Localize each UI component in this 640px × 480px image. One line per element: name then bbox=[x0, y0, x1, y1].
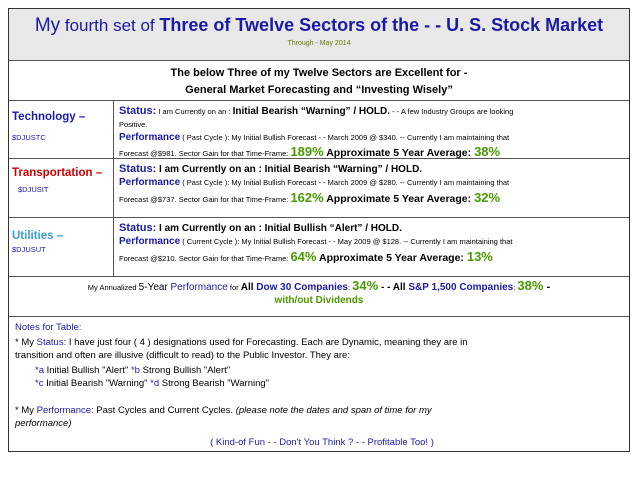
sector-label-cell bbox=[9, 159, 114, 217]
sector-label-cell bbox=[9, 218, 114, 276]
summary-performance: Performance bbox=[170, 282, 228, 293]
title-main: Three of Twelve Sectors of the - - U. S. Stock Market bbox=[159, 15, 604, 35]
sector-details-cell bbox=[115, 159, 629, 217]
notes-header: Notes for Table: bbox=[15, 322, 82, 333]
notes-performance-text: Past Cycles and Current Cycles. bbox=[93, 405, 236, 416]
table-frame bbox=[8, 8, 630, 452]
forecast-text: Forecast @$981. Sector Gain for that Time-Frame: bbox=[119, 149, 291, 158]
performance-label: Performance bbox=[119, 132, 181, 143]
avg-label: Approximate 5 Year Average: bbox=[323, 147, 475, 159]
summary-dash: - bbox=[543, 281, 551, 293]
designation-d-text: Strong Bearish "Warning" bbox=[159, 378, 270, 389]
title-my: My bbox=[34, 15, 61, 36]
avg-value: 13% bbox=[466, 249, 493, 264]
status-pre: I am Currently on an : bbox=[156, 107, 233, 116]
sector-details-cell bbox=[115, 218, 629, 276]
designation-d-key: *d bbox=[150, 378, 160, 389]
title-box bbox=[9, 9, 629, 61]
performance-text: ( Past Cycle ): My Initial Bullish Forecast - - March 2009 @ $280. -- Currently I am maintaining that bbox=[180, 178, 510, 187]
avg-label: Approximate 5 Year Average: bbox=[316, 252, 467, 264]
sector-label-cell bbox=[9, 101, 114, 158]
sector-name: Utilities – bbox=[12, 230, 64, 242]
status-main: Initial Bearish “Warning” / HOLD. bbox=[264, 164, 423, 175]
performance-label: Performance bbox=[119, 177, 181, 188]
avg-value: 32% bbox=[474, 190, 501, 205]
sector-gain: 162% bbox=[290, 190, 324, 205]
sector-row-transportation bbox=[9, 159, 629, 218]
sector-name: Transportation – bbox=[12, 167, 103, 179]
sector-ticker: $DJUSTC bbox=[12, 133, 46, 142]
performance-text: ( Past Cycle ): My Initial Bullish Forecast - - March 2009 @ $340. -- Currently I am maintaining that bbox=[180, 133, 510, 142]
subtitle-line-2: General Market Forecasting and “Investing Wisely” bbox=[185, 84, 453, 96]
notes-status-text: I have just four ( 4 ) designations used for Forecasting. Each are Dynamic, meaning they are in bbox=[66, 337, 468, 348]
performance-line bbox=[119, 235, 629, 248]
status-main: Initial Bullish “Alert” / HOLD. bbox=[264, 223, 402, 234]
summary-dow-pct: 34% bbox=[352, 278, 379, 293]
summary-sp-pct: 38% bbox=[517, 278, 544, 293]
summary-for: for bbox=[227, 283, 241, 292]
status-pre: I am Currently on an : bbox=[156, 164, 265, 175]
designation-a-text: Initial Bullish "Alert" bbox=[43, 365, 131, 376]
forecast-line bbox=[119, 248, 629, 268]
notes-designations-2 bbox=[15, 377, 629, 390]
summary-dow: Dow 30 Companies bbox=[256, 282, 348, 293]
through-date: Through - May 2014 bbox=[287, 40, 351, 47]
forecast-text: Forecast @$210. Sector Gain for that Time-Frame: bbox=[119, 254, 291, 263]
sector-ticker: $DJUSUT bbox=[12, 245, 46, 254]
summary-five-year: 5-Year bbox=[138, 282, 171, 293]
forecast-text: Forecast @$737. Sector Gain for that Time-Frame: bbox=[119, 195, 291, 204]
notes-performance-italic-2: performance) bbox=[15, 418, 72, 429]
notes-bullet: * My bbox=[15, 405, 37, 416]
notes-section bbox=[9, 318, 629, 451]
notes-status-label: Status: bbox=[36, 337, 67, 348]
subtitle bbox=[9, 61, 629, 101]
summary-pre: My Annualized bbox=[87, 283, 139, 292]
notes-performance-italic: (please note the dates and span of time for my bbox=[235, 405, 432, 416]
performance-line bbox=[119, 131, 629, 144]
status-label: Status: bbox=[119, 163, 157, 175]
notes-status-line bbox=[15, 336, 629, 349]
page-title bbox=[9, 13, 629, 38]
sector-name: Technology – bbox=[12, 111, 86, 123]
status-label: Status: bbox=[119, 222, 157, 234]
notes-status-line-2: transition and often are illusive (difficult to read) to the Public Investor. They are: bbox=[15, 350, 350, 361]
status-cont: Positive. bbox=[119, 120, 148, 129]
performance-text: ( Current Cycle ): My Initial Bullish Forecast - - May 2009 @ $128. -- Currently I am maintaining that bbox=[180, 237, 513, 246]
notes-bullet: * My bbox=[15, 337, 37, 348]
status-label: Status: bbox=[119, 105, 157, 117]
status-pre: I am Currently on an : bbox=[156, 223, 265, 234]
avg-label: Approximate 5 Year Average: bbox=[323, 193, 475, 205]
summary-all-1: All bbox=[240, 282, 257, 293]
designation-c-key: *c bbox=[35, 378, 44, 389]
summary-line-1 bbox=[9, 279, 629, 294]
status-main: Initial Bearish “Warning” / HOLD. bbox=[232, 106, 390, 117]
summary-colon-1: : bbox=[347, 283, 353, 292]
status-post: - - A few Industry Groups are looking bbox=[390, 107, 514, 116]
title-mid: fourth set of bbox=[60, 16, 160, 35]
designation-b-text: Strong Bullish "Alert" bbox=[139, 365, 231, 376]
sector-details-cell bbox=[115, 101, 629, 158]
avg-value: 38% bbox=[474, 144, 501, 159]
sector-row-utilities bbox=[9, 218, 629, 277]
designation-a-key: *a bbox=[35, 365, 44, 376]
sector-ticker: $DJUSIT bbox=[18, 185, 49, 194]
status-line bbox=[119, 163, 629, 176]
notes-designations-1 bbox=[15, 364, 629, 377]
notes-performance-line-2 bbox=[15, 417, 629, 430]
performance-label: Performance bbox=[119, 236, 181, 247]
status-line bbox=[119, 105, 629, 118]
forecast-line bbox=[119, 189, 629, 209]
status-line bbox=[119, 222, 629, 235]
sector-row-technology bbox=[9, 101, 629, 159]
designation-c-text: Initial Bearish "Warning" bbox=[43, 378, 151, 389]
summary-colon-2: : bbox=[513, 283, 518, 292]
notes-performance-line bbox=[15, 404, 629, 417]
summary-dividends: with/out Dividends bbox=[274, 295, 364, 306]
notes-performance-label: Performance: bbox=[36, 405, 94, 416]
sector-gain: 189% bbox=[290, 144, 324, 159]
annualized-summary bbox=[9, 277, 629, 317]
notes-closing: ( Kind-of Fun - - Don't You Think ? - - Profitable Too! ) bbox=[210, 437, 434, 448]
sector-gain: 64% bbox=[290, 249, 317, 264]
subtitle-line-1: The below Three of my Twelve Sectors are Excellent for - bbox=[170, 67, 468, 79]
performance-line bbox=[119, 176, 629, 189]
designation-b-key: *b bbox=[130, 365, 140, 376]
summary-sp: S&P 1,500 Companies bbox=[408, 282, 514, 293]
summary-mid: - - All bbox=[378, 282, 409, 293]
